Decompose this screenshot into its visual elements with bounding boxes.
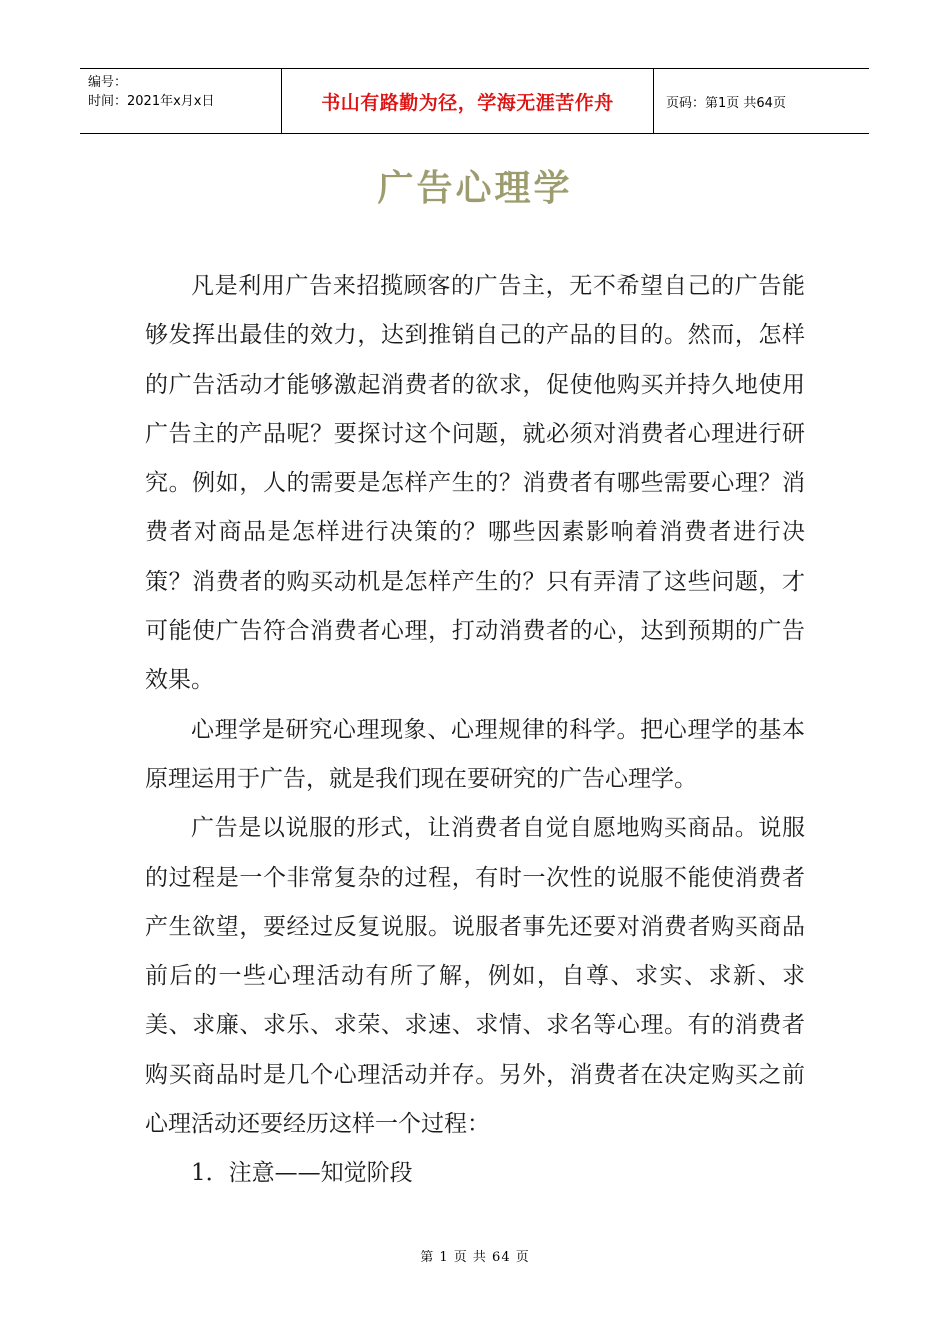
header-page-cell [654, 69, 869, 133]
header-table [80, 68, 869, 134]
page-label: 页码：第1页 共64页 [666, 95, 786, 111]
document-title: 广告心理学 [377, 168, 573, 209]
paragraph-definition: 心理学是研究心理现象、心理规律的科学。把心理学的基本原理运用于广告，就是我们现在要研究的广告心理学。 [145, 716, 805, 792]
paragraph-intro: 凡是利用广告来招揽顾客的广告主，无不希望自己的广告能够发挥出最佳的效力，达到推销自己的产品的目的。然而，怎样的广告活动才能够激起消费者的欲求，促使他购买并持久地使用广告主的产品呢？要探讨这个问题，就必须对消费者心理进行研究。例如，人的需要是怎样产生的？消费者有哪些需要心理？消费者对商品是怎样进行决策的？哪些因素影响着消费者进行决策？消费者的购买动机是怎样产生的？只有弄清了这些问题，才可能使广告符合消费者心理，打动消费者的心，达到预期的广告效果。 [145, 273, 805, 694]
header-motto-cell [282, 69, 654, 133]
motto-text: 书山有路勤为径，学海无涯苦作舟 [321, 91, 614, 114]
list-item-attention: 1．注意——知觉阶段 [191, 1160, 413, 1187]
document-body [145, 262, 805, 1199]
number-label: 编号： [88, 75, 128, 90]
page-footer: 第 1 页 共 64 页 [420, 1250, 530, 1265]
paragraph-persuasion: 广告是以说服的形式，让消费者自觉自愿地购买商品。说服的过程是一个非常复杂的过程，有时一次性的说服不能使消费者产生欲望，要经过反复说服。说服者事先还要对消费者购买商品前后的一些心理活动有所了解，例如，自尊、求实、求新、求美、求廉、求乐、求荣、求速、求情、求名等心理。有的消费者购买商品时是几个心理活动并存。另外，消费者在决定购买之前心理活动还要经历这样一个过程： [145, 815, 805, 1138]
time-label: 时间：2021年x月x日 [88, 94, 215, 109]
header-meta-cell [80, 69, 282, 133]
